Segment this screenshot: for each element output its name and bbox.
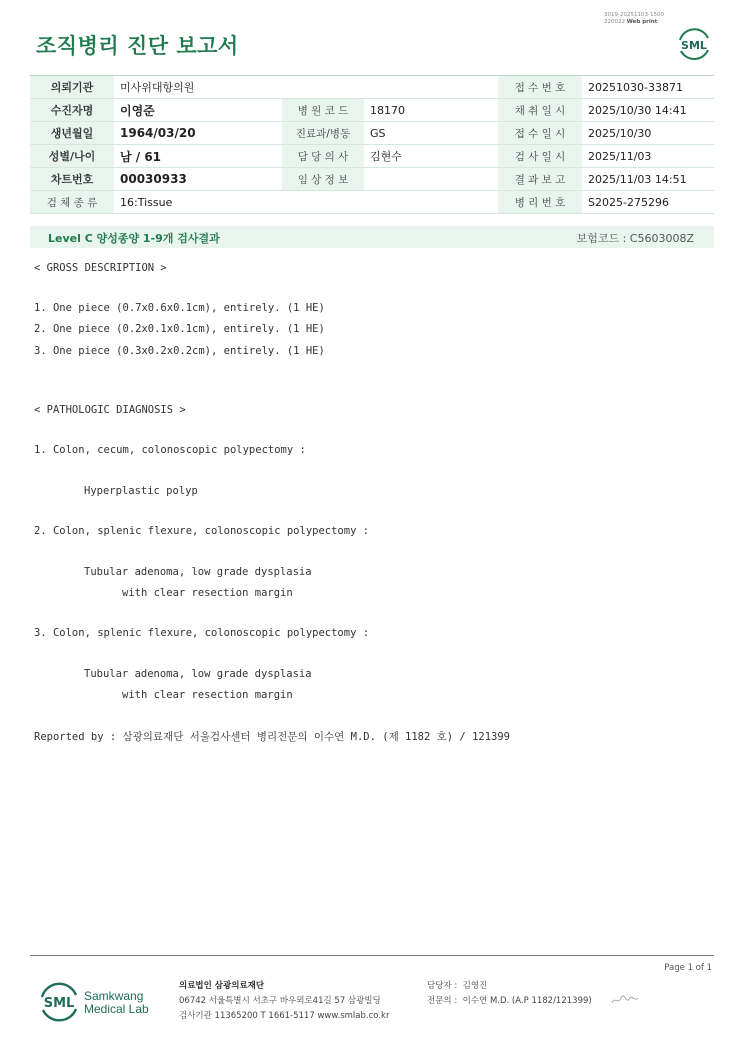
org-contact: 검사기관 11365200 T 1661-5117 www.smlab.co.kr — [179, 1011, 390, 1021]
value-doctor: 김현수 — [364, 145, 498, 168]
reported-by: Reported by : 삼광의료재단 서울검사센터 병리전문의 이수연 M.D. (제 1182 호) / 121399 — [34, 731, 511, 743]
test-name: Level C 양성종양 1-9개 검사결과 — [48, 232, 220, 245]
gross-item-3: 3. One piece (0.3x0.2x0.2cm), entirely. (1 HE) — [34, 345, 325, 357]
footer-staff — [427, 979, 592, 1009]
diagnosis-3-margin: with clear resection margin — [122, 689, 293, 701]
gross-item-1: 1. One piece (0.7x0.6x0.1cm), entirely. (1 HE) — [34, 302, 325, 314]
gross-description-header: < GROSS DESCRIPTION > — [34, 262, 167, 274]
specialist-line: 전문의 : 이수연 M.D. (A.P 1182/121399) — [427, 996, 592, 1006]
value-pathology-no: S2025-275296 — [582, 191, 714, 214]
label-received-date: 접 수 일 시 — [498, 122, 582, 145]
info-row-specimen — [30, 191, 714, 214]
diagnosis-1-result: Hyperplastic polyp — [84, 485, 198, 497]
footer-brand — [84, 990, 149, 1016]
value-birth-date: 1964/03/20 — [114, 122, 282, 145]
label-doctor: 담 당 의 사 — [282, 145, 364, 168]
test-name-bar — [30, 226, 714, 248]
gross-item-2: 2. One piece (0.2x0.1x0.1cm), entirely. (1 HE) — [34, 323, 325, 335]
label-hospital-code: 병 원 코 드 — [282, 99, 364, 122]
org-address: 06742 서울특별시 서초구 바우뫼로41길 57 삼광빌딩 — [179, 996, 381, 1006]
value-hospital-code: 18170 — [364, 99, 498, 122]
info-row-sex-age — [30, 145, 714, 168]
diagnosis-2-margin: with clear resection margin — [122, 587, 293, 599]
label-birth-date: 생년월일 — [30, 122, 114, 145]
svg-text:SML: SML — [43, 996, 75, 1011]
signature-icon — [610, 993, 640, 1007]
diagnosis-3-result: Tubular adenoma, low grade dysplasia — [84, 668, 312, 680]
value-department: GS — [364, 122, 498, 145]
sml-logo-icon — [676, 26, 712, 62]
sml-footer-logo-icon — [37, 980, 81, 1024]
print-code-line1: 3019-20251103-1500 — [604, 12, 664, 18]
label-collection-time: 채 취 일 시 — [498, 99, 582, 122]
value-referrer: 미사위대항의원 — [114, 76, 498, 99]
label-specimen-type: 검 체 종 류 — [30, 191, 114, 214]
value-chart-no: 00030933 — [114, 168, 282, 191]
value-sex-age: 남 / 61 — [114, 145, 282, 168]
svg-text:SML: SML — [681, 39, 707, 52]
label-department: 진료과/병동 — [282, 122, 364, 145]
value-received-date: 2025/10/30 — [582, 122, 714, 145]
diagnosis-2-site: 2. Colon, splenic flexure, colonoscopic polypectomy : — [34, 525, 370, 537]
org-name: 의료법인 삼광의료재단 — [179, 981, 265, 991]
report-title: 조직병리 진단 보고서 — [36, 34, 239, 58]
value-clinical-info — [364, 168, 498, 191]
print-code — [604, 12, 664, 26]
info-row-birth — [30, 122, 714, 145]
footer-org-info — [179, 979, 389, 1024]
label-sex-age: 성별/나이 — [30, 145, 114, 168]
manager-line: 담당자 : 김영진 — [427, 981, 488, 991]
insurance-code: 보험코드 : C5603008Z — [576, 232, 694, 245]
info-row-patient — [30, 99, 714, 122]
label-chart-no: 차트번호 — [30, 168, 114, 191]
brand-line-2: Medical Lab — [84, 1002, 149, 1016]
diagnosis-1-site: 1. Colon, cecum, colonoscopic polypectomy : — [34, 444, 306, 456]
patient-info-table — [30, 75, 714, 214]
value-collection-time: 2025/10/30 14:41 — [582, 99, 714, 122]
brand-line-1: Samkwang — [84, 989, 144, 1003]
label-pathology-no: 병 리 번 호 — [498, 191, 582, 214]
label-clinical-info: 임 상 정 보 — [282, 168, 364, 191]
label-result-report: 결 과 보 고 — [498, 168, 582, 191]
label-patient-name: 수진자명 — [30, 99, 114, 122]
info-row-referrer — [30, 76, 714, 99]
diagnosis-2-result: Tubular adenoma, low grade dysplasia — [84, 566, 312, 578]
page-number: Page 1 of 1 — [664, 963, 712, 973]
diagnosis-3-site: 3. Colon, splenic flexure, colonoscopic polypectomy : — [34, 627, 370, 639]
value-patient-name: 이영준 — [114, 99, 282, 122]
label-test-date: 검 사 일 시 — [498, 145, 582, 168]
label-accession-no: 접 수 번 호 — [498, 76, 582, 99]
value-test-date: 2025/11/03 — [582, 145, 714, 168]
value-specimen-type: 16:Tissue — [114, 191, 498, 214]
value-accession-no: 20251030-33871 — [582, 76, 714, 99]
footer-divider — [30, 955, 714, 956]
value-result-report: 2025/11/03 14:51 — [582, 168, 714, 191]
print-code-line2: 220022 Web print — [604, 19, 658, 25]
pathologic-diagnosis-header: < PATHOLOGIC DIAGNOSIS > — [34, 404, 186, 416]
info-row-chart — [30, 168, 714, 191]
label-referrer: 의뢰기관 — [30, 76, 114, 99]
